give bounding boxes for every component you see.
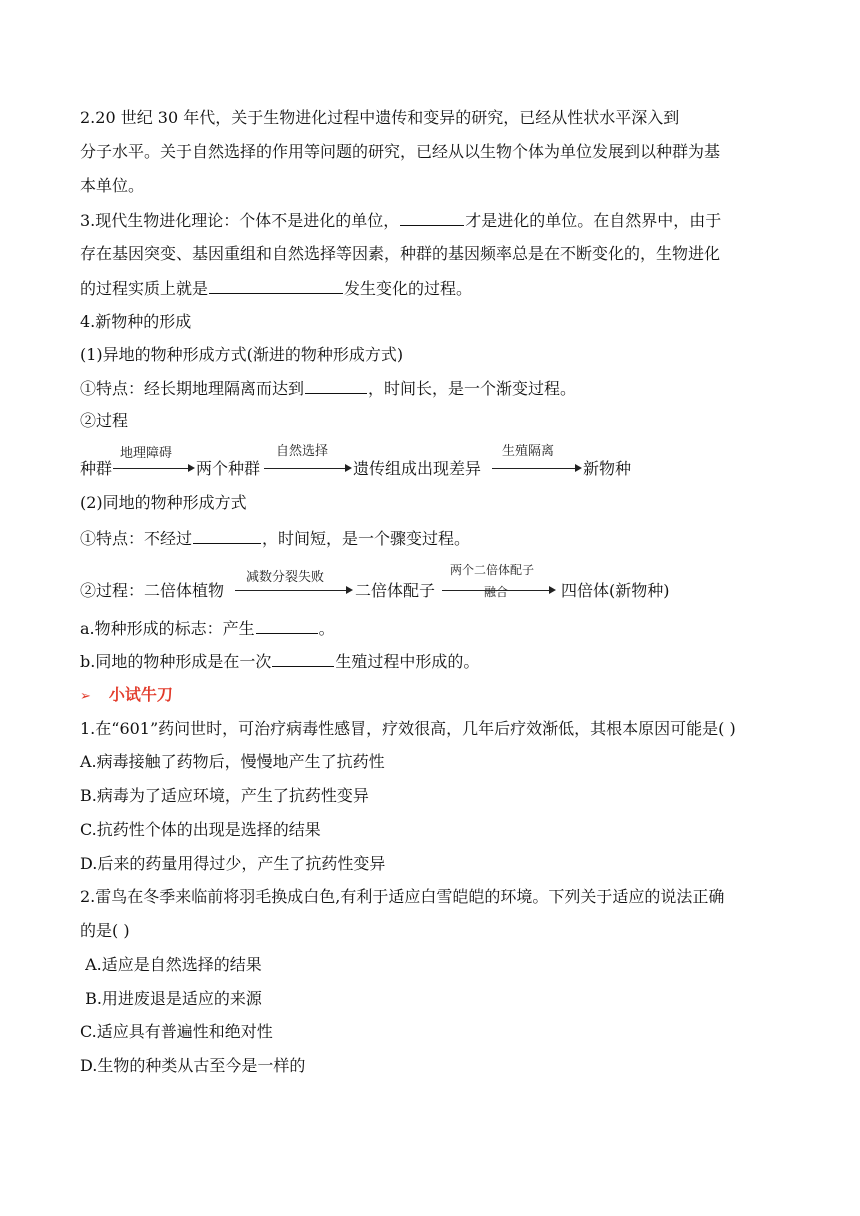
arrow-label-bottom: 融合 [484, 585, 509, 599]
arrow-label: 地理障碍 [120, 446, 173, 461]
text: ，时间长，是一个渐变过程。 [368, 379, 577, 398]
flow-node: 二倍体配子 [355, 581, 436, 600]
arrow-icon [264, 468, 350, 469]
flow-diagram-2 [80, 562, 760, 602]
fill-blank [400, 209, 464, 226]
flow-node: 种群 [80, 459, 113, 478]
arrow-icon [235, 590, 351, 591]
fill-blank [256, 617, 318, 634]
question-1-stem: 1.在“601”药问世时，可治疗病毒性感冒，疗效很高，几年后疗效渐低，其根本原因可能是( ) [80, 719, 736, 738]
fill-blank [193, 527, 261, 544]
arrow-label: 自然选择 [276, 444, 329, 459]
feature-line-1 [80, 377, 576, 400]
subsection-1-title: (1)异地的物种形成方式(渐进的物种形成方式) [80, 345, 404, 364]
section-title: 小试牛刀 [108, 685, 173, 704]
text: ，时间短，是一个骤变过程。 [262, 529, 471, 548]
fill-blank [305, 377, 367, 394]
question-2-stem-line-2: 的是( ) [80, 921, 130, 940]
paragraph-3-line-2: 存在基因突变、基因重组和自然选择等因素，种群的基因频率总是在不断变化的，生物进化 [80, 244, 721, 263]
flow-node: 新物种 [583, 459, 632, 478]
text: ①特点：经长期地理隔离而达到 [80, 379, 305, 398]
question-2-option-c: C.适应具有普遍性和绝对性 [80, 1022, 273, 1041]
paragraph-3-line-1 [80, 209, 721, 232]
flow-diagram-1 [80, 440, 760, 480]
question-2-option-b: B.用进废退是适应的来源 [80, 989, 262, 1008]
question-1-option-c: C.抗药性个体的出现是选择的结果 [80, 820, 321, 839]
arrow-bullet-icon: ➢ [80, 689, 91, 704]
arrow-label-top: 两个二倍体配子 [450, 563, 535, 577]
text: 生殖过程中形成的。 [335, 652, 480, 671]
point-b [80, 650, 479, 673]
question-2-option-d: D.生物的种类从古至今是一样的 [80, 1056, 306, 1075]
text: 3.现代生物进化理论：个体不是进化的单位， [80, 211, 400, 230]
process-label: ②过程 [80, 411, 129, 430]
text: a.物种形成的标志：产生 [80, 619, 255, 638]
arrow-label: 生殖隔离 [502, 444, 555, 459]
feature-line-2 [80, 527, 470, 550]
flow-node: 四倍体(新物种) [561, 581, 670, 600]
paragraph-2-line-2: 分子水平。关于自然选择的作用等问题的研究，已经从以生物个体为单位发展到以种群为基 [80, 142, 721, 161]
section-heading [80, 684, 173, 708]
fill-blank [272, 650, 334, 667]
text: 的过程实质上就是 [80, 279, 209, 298]
fill-blank [209, 277, 343, 294]
section-4-title: 4.新物种的形成 [80, 312, 192, 331]
arrow-label: 减数分裂失败 [246, 570, 325, 585]
paragraph-3-line-3 [80, 277, 472, 300]
point-a [80, 617, 335, 640]
text: b.同地的物种形成是在一次 [80, 652, 272, 671]
arrow-icon [492, 468, 580, 469]
question-2-stem-line-1: 2.雷鸟在冬季来临前将羽毛换成白色,有利于适应白雪皑皑的环境。下列关于适应的说法正确 [80, 887, 725, 906]
text: 才是进化的单位。在自然界中，由于 [465, 211, 722, 230]
question-1-option-a: A.病毒接触了药物后，慢慢地产生了抗药性 [80, 752, 385, 771]
question-2-option-a: A.适应是自然选择的结果 [80, 955, 262, 974]
flow-node: ②过程：二倍体植物 [80, 581, 225, 600]
text: 。 [318, 619, 335, 638]
flow-node: 遗传组成出现差异 [353, 459, 482, 478]
text: ①特点：不经过 [80, 529, 193, 548]
subsection-2-title: (2)同地的物种形成方式 [80, 493, 247, 512]
question-1-option-d: D.后来的药量用得过少，产生了抗药性变异 [80, 854, 386, 873]
question-1-option-b: B.病毒为了适应环境，产生了抗药性变异 [80, 786, 369, 805]
text: 发生变化的过程。 [344, 279, 473, 298]
flow-node: 两个种群 [196, 459, 261, 478]
paragraph-2-line-1: 2.20 世纪 30 年代，关于生物进化过程中遗传和变异的研究，已经从性状水平深入到 [80, 108, 680, 127]
paragraph-2-line-3: 本单位。 [80, 176, 145, 195]
arrow-icon [113, 468, 193, 469]
